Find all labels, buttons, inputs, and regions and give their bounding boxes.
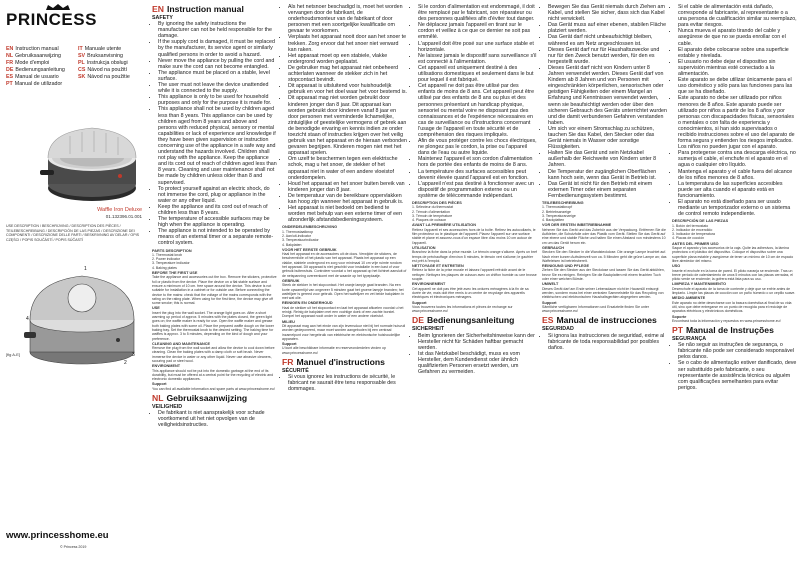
list-item: • To protect yourself against an electric shock, do not immerse the cord, plug or appliance in the water or any other liquid. (158, 186, 277, 204)
lang-code: PL (78, 60, 85, 66)
before-text-es: Saque el aparato y los accesorios de la caja. Quite las adhesivos, la lámina protectora o el plástico del dispositivo. Coloque el dispositivo sobre una superficie plana estable y asegúrese de tener un mínimo de 10 cm de espacio libre alrededor del mismo. (672, 246, 794, 263)
column-fr (412, 4, 537, 375)
env-text-nl: Dit apparaat mag aan het einde van zijn levensduur niet bij het normale huisvuil worden gedeponeerd, maar moet worden aangeboden bij een centraal inzamelpunt voor hergebruik van elektrische en elektronische huishoudelijke apparaten. (282, 323, 406, 341)
before-title-de: VOR DER ERSTEN INBETRIEBNAHME (542, 223, 612, 228)
list-item: • Se o cabo de alimentação estiver danificado, deve ser substituído pelo fabricante, o seu representante de assistência técnica ou alguém com qualificações semelhantes para evitar perigos. (678, 360, 797, 390)
list-item: • Dit apparaat is uitsluitend voor huishoudelijk gebruik en voor het doel waar het voor bestemd is. (288, 83, 407, 95)
lang-code-nl: NL (152, 393, 164, 404)
safety-title-fr: SÉCURITÉ (282, 367, 309, 374)
lang-code-fr: FR (282, 356, 294, 367)
list-item: • Ist das Netzkabel beschädigt, muss es vom Hersteller, dem Kundendienst oder ähnlich qualifizierten Personen ersetzt werden, um Gefahren zu vermeiden. (418, 351, 537, 375)
support-title-es: Soporte (672, 314, 687, 319)
list-item: • Das Gerät ist nicht für den Betrieb mit einem externen Timer oder einem separaten Fernbedienungssystem bestimmt. (548, 181, 667, 199)
parts-list-nl (282, 230, 407, 247)
clean-text-nl: Haal de stekker uit het stopcontact en laat het apparaat afkoelen voordat u het reinigt. Reinig de bakplaten met een vochtige doek of een zachte borstel. Dompel het apparaat nooit onder in water of een andere vloeistof. (282, 305, 404, 319)
safety-title-en: SAFETY (152, 15, 173, 21)
lang-code: SV (78, 53, 86, 59)
lang-name: Instrukcja obsługi (86, 60, 128, 66)
list-item: • Maintenez l'appareil et son cordon d'alimentation hors de portée des enfants de moins de 8 ans. (418, 156, 537, 168)
brand-logo (6, 4, 97, 30)
list-item: • Este aparato se debe utilizar únicamente para el uso doméstico y sólo para las funciones para las que se ha diseñado. (678, 77, 797, 95)
safety-list-nl-cont (282, 4, 407, 223)
diagram-caption: [fig A-E] (6, 352, 21, 357)
lang-name: Mode d'emploi (15, 60, 50, 66)
support-title-en: Support (152, 382, 167, 387)
clean-title-nl: REINIGEN EN ONDERHOUD (282, 301, 333, 306)
list-item: • If the supply cord is damaged, it must be replaced by the manufacturer, its service agent or similarly qualified persons in order to avoid a hazard. (158, 39, 277, 57)
before-text-en: Take the appliance and accessories out the box. Remove the stickers, protective foil or plastic from the device. Place the device on a flat stable surface and ensure a minimum of 10 cm. free space around the device. This device is not suitable for installation in a cabinet or for outside use. Before connecting the device to the mains: check that the voltage of the mains corresponds with the rating on the rating plate. When using for the first time, the device may give off some smoke; this is normal. (152, 275, 277, 306)
lang-name: Bedienungsanleitung (15, 67, 65, 73)
list-item: • Das Gerät darf nicht unbeaufsichtigt bleiben, während es am Netz angeschlossen ist. (548, 34, 667, 46)
list-item: • Die Temperatur der zugänglichen Oberflächen kann hoch sein, wenn das Gerät in Betrieb ist. (548, 169, 667, 181)
copyright: © Princess 2019 (60, 545, 87, 549)
lang-name: Manuale utente (84, 46, 122, 52)
clean-text-de: Ziehen Sie den Stecker aus der Steckdose und lassen Sie das Gerät abkühlen, bevor Sie es reinigen. Reinigen Sie die Backplatten mit einem feuchten Tuch oder einer weichen Bürste. (542, 268, 665, 282)
list-item: • Para protegerse contra una descarga eléctrica, no sumerja el cable, el enchufe ni el aparato en el agua o cualquier otro líquido. (678, 150, 797, 168)
part-item: 4. Baking plates (152, 265, 177, 270)
list-item: • The user must not leave the device unattended while it is connected to the supply. (158, 82, 277, 94)
list-item: • El aparato no está diseñado para ser usado mediante un temporizador externo o un sistema de control remoto independiente. (678, 199, 797, 217)
list-item: • De fabrikant is niet aansprakelijk voor schade voortkomend uit het niet opvolgen van de veiligheidsinstructies. (158, 410, 277, 428)
language-item (78, 67, 146, 74)
list-item: • L'appareil n'est pas destiné à fonctionner avec un dispositif de programmation externe ou un système de télécommande indépendant. (418, 181, 537, 199)
part-item: 3. Témoin de température (412, 213, 453, 218)
lang-name: Instruction manual (15, 46, 59, 52)
support-text-fr: Vous trouverez toutes les informations et pièces de rechange sur www.princesshome.eu! (412, 304, 513, 314)
list-item: • Mantenga el aparato y el cable fuera del alcance de los niños menores de 8 años. (678, 169, 797, 181)
lang-name: Bruksanvisning (87, 53, 123, 59)
env-text-de: Dieses Gerät darf am Ende seiner Lebensdauer nicht im Hausmüll entsorgt werden, sondern muss bei einer zentralen Sammelstelle für das Recycling von elektrischen und elektronischen Haushaltsgeräten abgegeben werden. (542, 286, 664, 300)
list-item: • L'appareil doit être posé sur une surface stable et horizontale. (418, 41, 537, 53)
column-es (672, 4, 797, 391)
language-item (6, 46, 74, 53)
website-url[interactable]: www.princesshome.eu (6, 530, 109, 541)
list-item: • Um sich vor einem Stromschlag zu schützen, tauchen Sie das Kabel, den Stecker oder das Gerät niemals in Wasser oder sonstige Flüssigkeiten. (548, 126, 667, 150)
env-title-es: MEDIO AMBIENTE (672, 296, 706, 301)
use-text-nl: Steek de stekker in het stopcontact. Het oranje lampje gaat branden. Na een korte opwarmtijd van ongeveer 5 minuten gaat het groene lampje branden; het wafelijzer is gereed voor gebruik. Open het wafelijzer en vet beide bakplaten in met wat olie. (282, 283, 404, 301)
language-item (6, 53, 74, 60)
clean-text-en: Remove the plug from the wall socket and allow the device to cool down before cleaning. Clean the baking plates with a damp cloth or soft brush. Never immerse the device in water or any other liquid. Never use abrasive cleaners, scouring pad or steel wool. (152, 346, 275, 363)
env-title-en: ENVIRONMENT (152, 364, 181, 369)
parts-title-de: TEILEBESCHREIBUNG (542, 201, 584, 205)
waffle-iron-image (40, 118, 140, 208)
parts-title-nl: ONDERDELENBESCHRIJVING (282, 225, 338, 230)
part-item: 1. Thermostaatknop (282, 229, 314, 234)
list-item: • Het apparaat moet op een stabiele, vlakke ondergrond worden geplaatst. (288, 53, 407, 65)
heading-en (152, 4, 277, 14)
env-title-de: UMWELT (542, 282, 559, 287)
support-title-nl: Support (282, 342, 297, 347)
use-title-fr: UTILISATION (412, 245, 436, 250)
list-item: • Das Gerät muss auf einer ebenen, stabilen Fläche platziert werden. (548, 22, 667, 34)
parts-list-de (542, 205, 667, 222)
column-nl (282, 4, 407, 392)
part-item: 2. Témoin d'alimentation (412, 209, 450, 214)
de-small-block (542, 201, 667, 313)
cover-column (0, 0, 150, 575)
list-item: • Halten Sie das Gerät und sein Netzkabel außerhalb der Reichweite von Kindern unter 8 Jahren. (548, 150, 667, 168)
list-item: • The temperature of accessible surfaces may be high when the appliance is operating. (158, 216, 277, 228)
list-item: • Om uzelf te beschermen tegen een elektrische schok, mag u het snoer, de stekker of het apparaat niet in water of een andere vloeistof onderdompelen. (288, 156, 407, 180)
lang-code: CS (78, 67, 86, 73)
part-item: 1. Thermostatknopf (542, 205, 573, 210)
part-item: 1. Sélecteur du thermostat (412, 205, 454, 210)
heading-pt-text: Manual de Instruções (685, 325, 774, 336)
heading-fr (282, 357, 407, 367)
lang-name: Manual de usuario (15, 74, 59, 80)
part-item: 4. Backplatten (542, 218, 565, 223)
language-item (78, 46, 146, 53)
language-item (6, 74, 74, 81)
safety-list-nl (152, 410, 277, 428)
list-item: • Dieses Gerät darf nur für Haushaltszwecke und nur für den Zweck benutzt werden, für den es hergestellt wurde. (548, 47, 667, 65)
lang-code: PT (6, 81, 13, 87)
list-item: • Houd het apparaat en het snoer buiten bereik van kinderen jonger dan 8 jaar. (288, 181, 407, 193)
list-item: • El usuario no debe dejar el dispositivo sin supervisión mientras esté conectado a la alimentación. (678, 59, 797, 77)
list-item: • Bewegen Sie das Gerät niemals durch Ziehen am Kabel, und stellen Sie sicher, dass sich das Kabel nicht verwickelt. (548, 4, 667, 22)
list-item: • Si le cordon d'alimentation est endommagé, il doit être remplacé par le fabricant, son réparateur ou des personnes qualifiées afin d'éviter tout danger. (418, 4, 537, 22)
list-item: • La temperatura de las superficies accesibles puede ser alta cuando el aparato está en funcionamiento. (678, 181, 797, 199)
list-item: • De gebruiker mag het apparaat niet onbeheerd achterlaten wanneer de stekker zich in het stopcontact bevindt. (288, 65, 407, 83)
language-item (78, 53, 146, 60)
lang-code: SK (78, 74, 86, 80)
product-name: Waffle Iron Deluxe (97, 207, 142, 213)
list-item: • Nunca mueva el aparato tirando del cable y asegúrese de que no se pueda enrollar con el cable. (678, 28, 797, 46)
column-de (542, 4, 667, 351)
part-item: 1. Botón del termostato (672, 223, 709, 228)
list-item: • Cet appareil ne doit pas être utilisé par des enfants de moins de 8 ans. Cet appareil peut être utilisé par des enfants de 8 ans ou plus et des personnes présentant un handicap physique, sensoriel ou mental voire ne disposant pas des connaissances et de l'expérience nécessaires en cas de surveillance ou d'instructions concernant l'usage de l'appareil en toute sécurité et de compréhension des risques impliqués. (418, 83, 537, 138)
list-item: • El aparato debe colocarse sobre una superficie estable y nivelada. (678, 47, 797, 59)
heading-pt (672, 325, 797, 335)
part-item: 1. Thermostat knob (152, 252, 183, 257)
lang-code: EN (6, 46, 14, 52)
en-small-block (152, 249, 277, 392)
part-item: 3. Temperatuurindicator (282, 238, 319, 243)
before-title-nl: VOOR HET EERSTE GEBRUIK (282, 247, 337, 252)
safety-list-es (542, 333, 667, 351)
part-item: 3. Temperature indicator (152, 261, 190, 266)
heading-nl (152, 393, 277, 403)
part-item: 4. Placas de cocción (672, 236, 705, 241)
use-text-en: Insert the plug into the wall socket. The orange light goes on. After a short warming up period of approx. 5 minutes with the plates closed, the green light goes on; the waffle maker is ready for use. Open the waffle maker and grease both baking plates with some oil. Place the prepared waffle dough on the lower baking tray. Set the thermostat knob to the desired setting. The baking time for waffles is approx. 3 to 5 minutes, depending on the kind of dough and your preference. (152, 310, 274, 341)
support-title-de: Support (542, 300, 557, 305)
safety-title-de: SICHERHEIT (412, 326, 445, 333)
support-text-es: Encontrará toda la información y repuestos en www.princesshome.eu! (672, 318, 781, 323)
use-title-en: USE (152, 306, 160, 311)
lang-code: IT (78, 46, 83, 52)
env-title-fr: ENVIRONNEMENT (412, 282, 446, 287)
lang-name: Manual de utilizador (14, 81, 63, 87)
lang-code-en: EN (152, 4, 164, 14)
safety-list-en (152, 21, 277, 246)
env-title-nl: MILIEU (282, 319, 295, 324)
parts-list-en (152, 253, 277, 270)
list-item: • This appliance shall not be used by children aged less than 8 years. This appliance can be used by children aged from 8 years and above and persons with reduced physical, sensory or mental capabilities or lack of experience and knowledge if they have been given supervision or instruction concerning use of the appliance in a safe way and understand the hazards involved. Children shall not play with the appliance. Keep the appliance and its cord out of reach of children aged less than 8 years. Cleaning and user maintenance shall not be made by children unless older than 8 and supervised. (158, 106, 277, 185)
parts-title-fr: DESCRIPTION DES PIÈCES (412, 201, 462, 205)
part-item: 3. Indicador de temperatura (672, 232, 715, 237)
before-text-nl: Haal het apparaat en de accessoires uit de doos. Verwijder de stickers, de beschermfolie of het plastic van het apparaat. Plaats het apparaat op een vlakke, stabiele ondergrond en zorg voor minimaal 10 cm vrije ruimte rondom het apparaat. Dit apparaat is niet geschikt voor installatie in een kast of voor gebruik buitenshuis. Controleer voordat u het apparaat op het lichtnet aansluit of de netspanning overeenkomt met de waarde op het typeplaatje. (282, 252, 407, 278)
lang-code-es: ES (542, 315, 554, 326)
part-item: 2. Power indicator (152, 257, 181, 262)
language-list (6, 46, 146, 88)
language-item (78, 74, 146, 81)
part-item: 2. Indicador de encendido (672, 227, 713, 232)
list-item: • Never move the appliance by pulling the cord and make sure the cord can not become entangled. (158, 58, 277, 70)
support-text-nl: U kunt alle beschikbare informatie en reserveonderdelen vinden op www.princesshome.eu! (282, 346, 386, 355)
clean-text-fr: Retirez la fiche de la prise murale et laissez l'appareil refroidir avant de le nettoyer. Nettoyez les plaques de cuisson avec un chiffon humide ou une brosse souple. (412, 268, 537, 282)
brand-name: PRINCESS (6, 10, 97, 29)
list-item: • Cet appareil est uniquement destiné à des utilisations domestiques et seulement dans le but pour lequel il est fabriqué. (418, 65, 537, 83)
list-item: • This appliance is only to be used for household purposes and only for the purpose it is made for. (158, 94, 277, 106)
list-item: • The appliance is not intended to be operated by means of an external timer or a separate remote-control system. (158, 228, 277, 246)
list-item: • Afin de vous protéger contre les chocs électriques, ne plongez pas le cordon, la prise ou l'appareil dans de l'eau ou autre liquide. (418, 138, 537, 156)
list-item: • Als het netsnoer beschadigd is, moet het worden vervangen door de fabrikant, de onderhoudsmonteur van de fabrikant of door personen met een soortgelijke kwalificatie om gevaar te voorkomen. (288, 4, 407, 34)
lang-code-pt: PT (672, 325, 683, 336)
part-item: 4. Plaques de cuisson (412, 218, 447, 223)
list-item: • Si el cable de alimentación está dañado, corresponde al fabricante, al representante o a una persona de cualificación similar su reemplazo, para evitar riesgos. (678, 4, 797, 28)
svg-text:2: 2 (124, 360, 127, 366)
clean-title-en: CLEANING AND MAINTENANCE (152, 341, 211, 346)
before-text-de: Nehmen Sie das Gerät und das Zubehör aus der Verpackung. Entfernen Sie die Aufkleber, die Schutzfolie oder das Plastik vom Gerät. Stellen Sie das Gerät auf eine ebene und stabile Fläche und halten Sie einen Abstand von mindestens 10 cm um das Gerät herum ein. (542, 227, 666, 245)
svg-text:1: 1 (84, 266, 87, 272)
before-title-fr: AVANT LA PREMIÈRE UTILISATION (412, 223, 476, 228)
list-item: • Keep the appliance and its cord out of reach of children less than 8 years. (158, 204, 277, 216)
heading-nl-text: Gebruiksaanwijzing (166, 393, 248, 404)
list-item: • Si ignora las instrucciones de seguridad, exime al fabricante de toda responsabilidad por posibles daños. (548, 333, 667, 351)
safety-title-pt: SEGURANÇA (672, 336, 707, 343)
use-title-es: USO (672, 264, 681, 269)
language-item (6, 67, 74, 74)
safety-title-nl: VEILIGHEID (152, 404, 183, 411)
list-item: • Si vous ignorez les instructions de sécurité, le fabricant ne saurait être tenu responsable des dommages. (288, 374, 407, 392)
env-text-es: Este aparato no debe desecharse con la basura doméstica al final de su vida útil, sino que debe entregarse en un punto de recogida para el reciclaje de aparatos eléctricos y electrónicos domésticos. (672, 300, 792, 314)
list-item: • Beim Ignorieren der Sicherheitshinweise kann der Hersteller nicht für Schäden haftbar gemacht werden. (418, 333, 537, 351)
parts-title-en: PARTS DESCRIPTION (152, 248, 192, 253)
part-item: 2. Aan/uit-indicator (282, 233, 311, 238)
language-item (6, 60, 74, 67)
safety-list-de (412, 333, 537, 376)
nl-small-block (282, 225, 407, 355)
part-item: 4. Bakplaten (282, 242, 302, 247)
before-text-fr: Retirez l'appareil et ses accessoires hors de la boîte. Retirez les autocollants, le film protecteur ou le plastique de l'appareil. Placez l'appareil sur une surface stable et plane et assurez-vous d'un espace libre d'au moins 10 cm autour de l'appareil. (412, 227, 536, 245)
safety-list-de-cont (542, 4, 667, 199)
clean-title-fr: NETTOYAGE ET ENTRETIEN (412, 264, 464, 269)
list-item: • By ignoring the safety instructions the manufacturer can not be held responsible for the damage. (158, 21, 277, 39)
lang-code: FR (6, 60, 14, 66)
fr-small-block (412, 201, 537, 313)
part-item: 3. Temperaturanzeige (542, 213, 576, 218)
use-text-es: Inserte el enchufe en la toma de pared. El piloto naranja se enciende. Tras un breve periodo de calentamiento de unos 5 minutos con las placas cerradas, el piloto verde se enciende; la gofrera está lista para su uso. (672, 268, 794, 282)
safety-list-es-cont (672, 4, 797, 217)
parts-title-es: DESCRIPCIÓN DE LAS PIEZAS (672, 219, 729, 224)
use-title-de: GEBRAUCH (542, 245, 564, 250)
heading-es-text: Manual de instrucciones (556, 315, 657, 326)
list-item: • Se não seguir as instruções de segurança, o fabricante não pode ser considerado responsável pelos danos. (678, 342, 797, 360)
list-item: • Ne déplacez jamais l'appareil en tirant sur le cordon et veillez à ce que ce dernier ne soit pas emmêlé. (418, 22, 537, 40)
support-text-en: You can find all available information and spare parts at www.princesshome.eu! (152, 386, 275, 391)
list-item: • The appliance must be placed on a stable, level surface. (158, 70, 277, 82)
svg-text:3: 3 (132, 352, 135, 358)
list-item: • De temperatuur van de bereikbare oppervlakken kan hoog zijn wanneer het apparaat in gebruik is. (288, 193, 407, 205)
use-text-fr: Branchez la fiche dans la prise murale. Le témoin orange s'allume. Après un bref temps de préchauffage d'environ 5 minutes, le témoin vert s'allume; le gaufrier est prêt à l'emploi. (412, 250, 537, 263)
list-item: • La température des surfaces accessibles peut devenir élevée quand l'appareil est en fonction. (418, 169, 537, 181)
list-item: • Este aparato no debe ser utilizado por niños menores de 8 años. Este aparato puede ser utilizado por niños a partir de los 8 años y por personas con discapacidades físicas, sensoriales o mentales o con falta de experiencia y conocimientos, si han sido supervisados o recibido instrucciones sobre el uso del aparato de forma segura y entienden los riesgos implicados. Los niños no pueden jugar con el aparato. (678, 95, 797, 150)
safety-title-es: SEGURIDAD (542, 326, 574, 333)
parts-diagram (24, 260, 140, 370)
parts-list-fr (412, 205, 537, 222)
safety-list-fr-cont (412, 4, 537, 199)
heading-en-text: Instruction manual (166, 4, 244, 14)
heading-de-text: Bedienungsanleitung (426, 315, 515, 326)
heading-fr-text: Manuel d'instructions (296, 356, 385, 367)
list-item: • Dit apparaat mag niet worden gebruikt door kinderen jonger dan 8 jaar. Dit apparaat kan worden gebruikt door kinderen vanaf 8 jaar en door personen met verminderde lichamelijke, zintuiglijke of geestelijke vermogens of gebrek aan de benodigde ervaring en kennis indien ze onder toezicht staan of instructies krijgen over het veilig gebruik van het apparaat en de hieraan verbonden gevaren begrijpen. Kinderen mogen niet met het apparaat spelen. (288, 95, 407, 156)
clean-title-es: LIMPIEZA Y MANTENIMIENTO (672, 282, 727, 287)
use-text-de: Stecken Sie den Stecker in die Wandsteckdose. Die orange Lampe leuchtet auf. Nach einer kurzen Aufwärmzeit von ca. 5 Minuten geht die grüne Lampe an; das Waffeleisen ist betriebsbereit. (542, 250, 667, 263)
heading-de (412, 315, 537, 325)
product-id: 01.132396.01.001 (105, 214, 142, 219)
language-item (78, 60, 146, 67)
lang-name: Gebruiksaanwijzing (15, 53, 61, 59)
list-item: • Verplaats het apparaat nooit door aan het snoer te trekken. Zorg ervoor dat het snoer niet verward kan raken. (288, 34, 407, 52)
lang-code-de: DE (412, 315, 424, 326)
language-item (6, 81, 74, 88)
column-en (152, 4, 277, 428)
before-title-en: BEFORE THE FIRST USE (152, 271, 198, 276)
before-title-es: ANTES DEL PRIMER USO (672, 241, 719, 246)
parts-heading-multilang: USE DESCRIPTION / BESCHRIJVING / DESCRIPTION DES PIÈCES / TEILEBESCHREIBUNG / DESCRIPCIÓN DE LAS PIEZAS / DESCRIZIONE DEI COMPONENTI / DESCRIZIONE DELLE PARTI / BESKRIVNING AV DELAR / OPIS CZĘŚCI / POPIS SOUČÁSTÍ / POPIS SÚČASTÍ (6, 224, 139, 242)
safety-list-pt (672, 342, 797, 391)
es-small-block (672, 219, 797, 323)
lang-code: ES (6, 74, 14, 80)
support-text-de: Sämtliche verfügbaren Informationen und Ersatzteile finden Sie unter www.princesshome.eu! (542, 304, 650, 314)
list-item: • Dieses Gerät darf nicht von Kindern unter 8 Jahren verwendet werden. Dieses Gerät darf von Kindern ab 8 Jahren und von Personen mit eingeschränkten körperlichen, sensorischen oder geistigen Fähigkeiten oder einem Mangel an Erfahrung und Kenntnissen verwendet werden, wenn sie beaufsichtigt werden oder über den sicheren Gebrauch des Geräts unterrichtet wurden und die damit verbundenen Gefahren verstanden haben. (548, 65, 667, 126)
clean-text-es: Desenchufe el aparato de la toma de corriente y deje que se enfríe antes de limpiarlo. Limpie las placas de cocción con un paño húmedo o un cepillo suave. (672, 286, 796, 296)
list-item: • Ne laissez jamais le dispositif sans surveillance s'il est connecté à l'alimentation. (418, 53, 537, 65)
env-text-en: This appliance should not be put into the domestic garbage at the end of its durability, but must be offered at a central point for the recycling of electric and electronic domestic appliances. (152, 368, 274, 382)
parts-list-es (672, 224, 797, 241)
list-item: • Het apparaat is niet bedoeld om bediend te worden met behulp van een externe timer of een afzonderlijk afstandsbedieningssysteem. (288, 205, 407, 223)
lang-code: NL (6, 53, 14, 59)
heading-es (542, 315, 667, 325)
support-title-fr: Support (412, 300, 427, 305)
lang-name: Návod na použití (87, 67, 128, 73)
env-text-fr: Cet appareil ne doit pas être jeté avec les ordures ménagères à la fin de sa durée de vie, mais doit être remis à un centre de recyclage des appareils électriques et électroniques ménagers. (412, 286, 529, 300)
use-title-nl: GEBRUIK (282, 278, 300, 283)
svg-text:4: 4 (26, 316, 29, 322)
lang-code: DE (6, 67, 14, 73)
clean-title-de: REINIGUNG UND PFLEGE (542, 264, 590, 269)
part-item: 2. Betriebsanzeige (542, 209, 571, 214)
safety-list-fr (282, 374, 407, 392)
lang-name: Návod na použitie (87, 74, 130, 80)
